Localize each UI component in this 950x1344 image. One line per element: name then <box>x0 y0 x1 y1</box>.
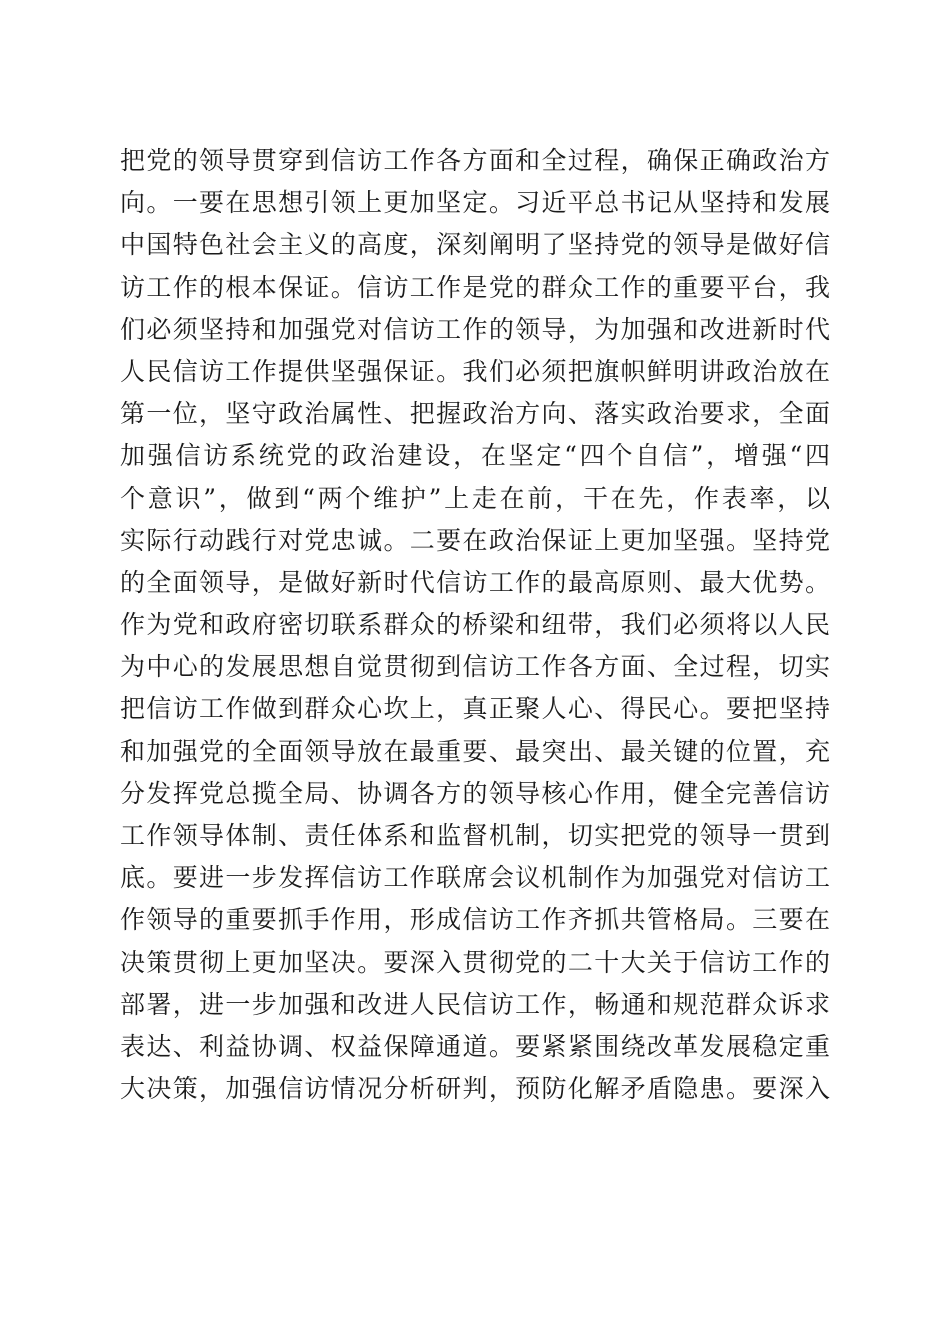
text-line: 第一位，坚守政治属性、把握政治方向、落实政治要求，全面 <box>120 399 830 429</box>
text-line: 部署，进一步加强和改进人民信访工作，畅通和规范群众诉求 <box>120 989 830 1019</box>
text-line: 把党的领导贯穿到信访工作各方面和全过程，确保正确政治方 <box>120 146 830 175</box>
body-paragraph <box>120 140 830 1110</box>
text-line: 作领导的重要抓手作用，形成信访工作齐抓共管格局。三要在 <box>120 905 830 935</box>
text-line: 作为党和政府密切联系群众的桥梁和纽带，我们必须将以人民 <box>120 610 830 640</box>
text-line: 和加强党的全面领导放在最重要、最突出、最关键的位置，充 <box>120 736 830 766</box>
text-line: 向。一要在思想引领上更加坚定。习近平总书记从坚持和发展 <box>120 188 830 218</box>
text-line: 加强信访系统党的政治建设，在坚定“四个自信”，增强“四 <box>120 441 830 471</box>
text-line: 决策贯彻上更加坚决。要深入贯彻党的二十大关于信访工作的 <box>120 947 830 977</box>
text-line: 访工作的根本保证。信访工作是党的群众工作的重要平台，我 <box>120 272 830 302</box>
text-line: 把信访工作做到群众心坎上，真正聚人心、得民心。要把坚持 <box>120 694 830 724</box>
text-line: 实际行动践行对党忠诚。二要在政治保证上更加坚强。坚持党 <box>120 525 830 555</box>
text-line: 表达、利益协调、权益保障通道。要紧紧围绕改革发展稳定重 <box>120 1031 830 1061</box>
text-line: 们必须坚持和加强党对信访工作的领导，为加强和改进新时代 <box>120 314 830 344</box>
text-line: 中国特色社会主义的高度，深刻阐明了坚持党的领导是做好信 <box>120 230 830 260</box>
text-line: 的全面领导，是做好新时代信访工作的最高原则、最大优势。 <box>120 567 830 597</box>
text-line: 底。要进一步发挥信访工作联席会议机制作为加强党对信访工 <box>120 863 830 893</box>
text-line: 个意识”，做到“两个维护”上走在前，干在先，作表率，以 <box>120 483 830 513</box>
text-line: 大决策，加强信访情况分析研判，预防化解矛盾隐患。要深入 <box>120 1074 830 1104</box>
text-line: 工作领导体制、责任体系和监督机制，切实把党的领导一贯到 <box>120 821 830 850</box>
text-line: 为中心的发展思想自觉贯彻到信访工作各方面、全过程，切实 <box>120 652 830 682</box>
text-line: 人民信访工作提供坚强保证。我们必须把旗帜鲜明讲政治放在 <box>120 356 830 386</box>
text-line: 分发挥党总揽全局、协调各方的领导核心作用，健全完善信访 <box>120 778 830 808</box>
